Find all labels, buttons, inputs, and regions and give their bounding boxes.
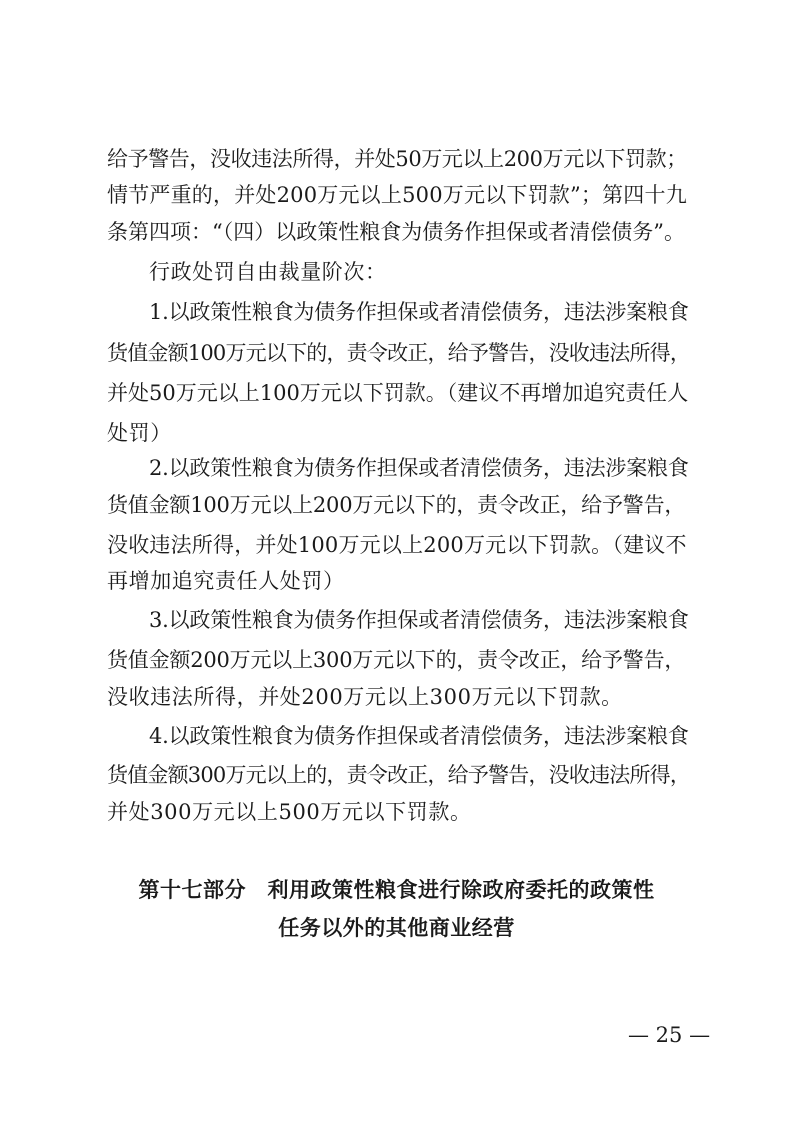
body-line-6: 货值金额100万元以下的，责令改正，给予警告，没收违法所得， bbox=[107, 341, 691, 365]
body-line-15: 没收违法所得，并处200万元以上300万元以下罚款。 bbox=[107, 685, 623, 709]
body-line-7: 并处50万元以上100万元以下罚款。（建议不再增加追究责任人 bbox=[107, 381, 689, 405]
body-line-10: 货值金额100万元以上200万元以下的，责令改正，给予警告， bbox=[107, 493, 686, 517]
body-line-16: 4.以政策性粮食为债务作担保或者清偿债务，违法涉案粮食 bbox=[149, 724, 689, 748]
page-number: — 25 — bbox=[628, 1023, 711, 1047]
body-line-2: 情节严重的，并处200万元以上500万元以下罚款”；第四十九 bbox=[107, 183, 687, 207]
body-line-9: 2.以政策性粮食为债务作担保或者清偿债务，违法涉案粮食 bbox=[149, 456, 689, 480]
section-title-line-2: 任务以外的其他商业经营 bbox=[278, 916, 515, 940]
body-line-4: 行政处罚自由裁量阶次： bbox=[149, 260, 387, 284]
section-title-line-1: 第十七部分 利用政策性粮食进行除政府委托的政策性 bbox=[138, 878, 655, 902]
body-line-3: 条第四项：“（四）以政策性粮食为债务作担保或者清偿债务”。 bbox=[107, 220, 685, 244]
body-line-17: 货值金额300万元以上的，责令改正，给予警告，没收违法所得， bbox=[107, 763, 691, 787]
body-line-8: 处罚） bbox=[107, 421, 172, 445]
body-line-5: 1.以政策性粮食为债务作担保或者清偿债务，违法涉案粮食 bbox=[149, 300, 689, 324]
body-line-14: 货值金额200万元以上300万元以下的，责令改正，给予警告， bbox=[107, 648, 686, 672]
body-line-1: 给予警告，没收违法所得，并处50万元以上200万元以下罚款； bbox=[107, 147, 687, 171]
body-line-11: 没收违法所得，并处100万元以上200万元以下罚款。（建议不 bbox=[107, 533, 687, 557]
body-line-13: 3.以政策性粮食为债务作担保或者清偿债务，违法涉案粮食 bbox=[149, 608, 689, 632]
body-line-18: 并处300万元以上500万元以下罚款。 bbox=[107, 800, 472, 824]
body-line-12: 再增加追究责任人处罚） bbox=[107, 569, 345, 593]
